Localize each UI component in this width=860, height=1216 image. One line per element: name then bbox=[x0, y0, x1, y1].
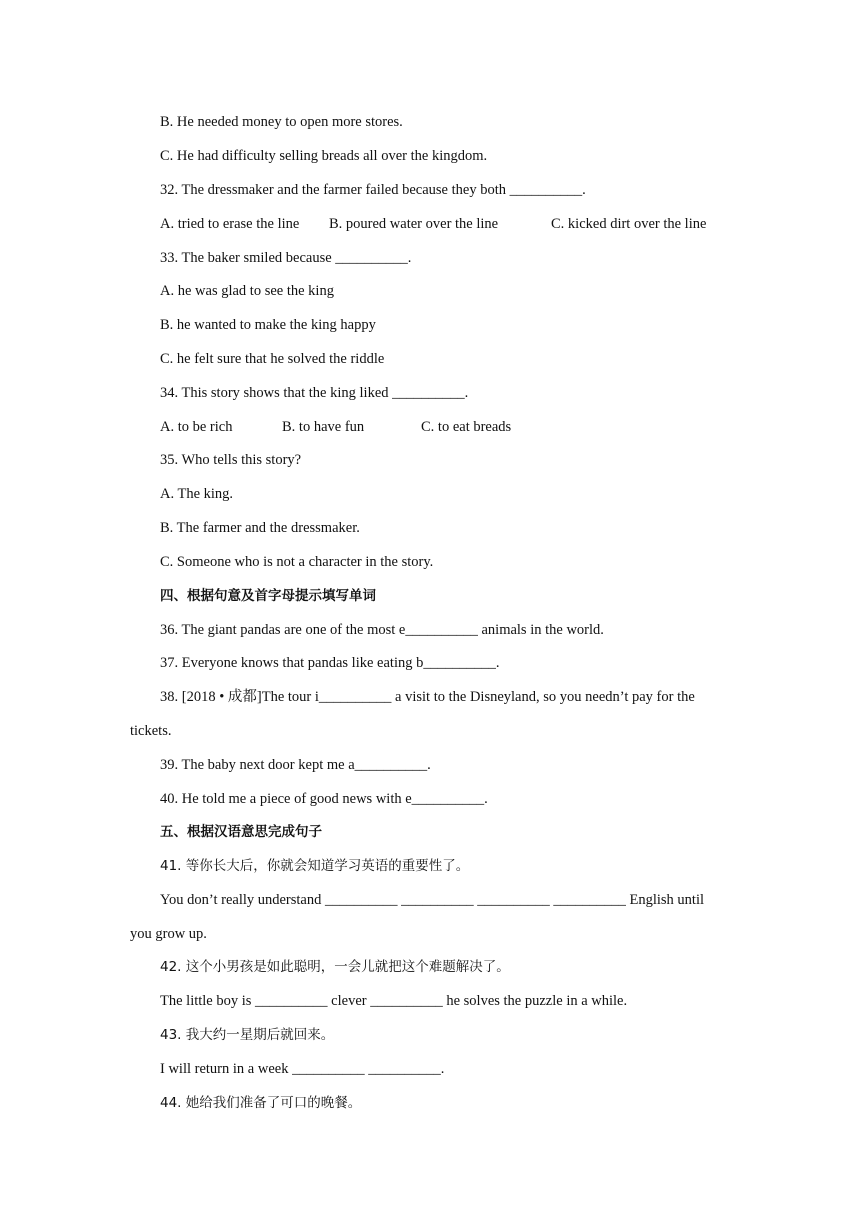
q31-option-b: B. He needed money to open more stores. bbox=[160, 114, 403, 130]
q35-option-a: A. The king. bbox=[160, 486, 234, 502]
q36: 36. The giant pandas are one of the most e__________ animals in the world. bbox=[160, 622, 604, 638]
q41-english-line-1: You don’t really understand __________ __________ __________ __________ English until bbox=[160, 892, 705, 908]
q32-stem: 32. The dressmaker and the farmer failed because they both __________. bbox=[160, 182, 586, 198]
q32-option-c: C. kicked dirt over the line bbox=[551, 216, 707, 232]
q33-option-a: A. he was glad to see the king bbox=[160, 283, 334, 299]
q35-option-b: B. The farmer and the dressmaker. bbox=[160, 520, 360, 536]
q39: 39. The baby next door kept me a__________. bbox=[160, 757, 431, 773]
q35-option-c: C. Someone who is not a character in the story. bbox=[160, 554, 434, 570]
q38-line-1: 38. [2018 • 成都]The tour i__________ a visit to the Disneyland, so you needn’t pay for the bbox=[160, 689, 695, 705]
q34-stem: 34. This story shows that the king liked __________. bbox=[160, 385, 469, 401]
q31-option-c: C. He had difficulty selling breads all over the kingdom. bbox=[160, 148, 488, 164]
q35-stem: 35. Who tells this story? bbox=[160, 452, 302, 468]
q34-option-a: A. to be rich bbox=[160, 419, 233, 435]
q33-option-b: B. he wanted to make the king happy bbox=[160, 317, 376, 333]
q33-stem: 33. The baker smiled because __________. bbox=[160, 250, 412, 266]
q43-english: I will return in a week __________ __________. bbox=[160, 1061, 445, 1077]
q32-option-b: B. poured water over the line bbox=[329, 216, 499, 232]
q34-option-b: B. to have fun bbox=[282, 419, 365, 435]
q41-chinese: 41. 等你长大后，你就会知道学习英语的重要性了。 bbox=[160, 858, 470, 874]
q37: 37. Everyone knows that pandas like eating b__________. bbox=[160, 655, 500, 671]
q44-chinese: 44. 她给我们准备了可口的晚餐。 bbox=[160, 1095, 362, 1111]
q38-line-2: tickets. bbox=[130, 723, 172, 739]
q42-english: The little boy is __________ clever __________ he solves the puzzle in a while. bbox=[160, 993, 628, 1009]
q42-chinese: 42. 这个小男孩是如此聪明，一会儿就把这个难题解决了。 bbox=[160, 959, 510, 975]
q34-option-c: C. to eat breads bbox=[421, 419, 512, 435]
q32-option-a: A. tried to erase the line bbox=[160, 216, 300, 232]
q33-option-c: C. he felt sure that he solved the riddle bbox=[160, 351, 385, 367]
q41-english-line-2: you grow up. bbox=[130, 926, 207, 942]
section-4-heading: 四、根据句意及首字母提示填写单词 bbox=[160, 588, 376, 604]
q43-chinese: 43. 我大约一星期后就回来。 bbox=[160, 1027, 335, 1043]
q40: 40. He told me a piece of good news with e__________. bbox=[160, 791, 488, 807]
section-5-heading: 五、根据汉语意思完成句子 bbox=[160, 824, 322, 840]
